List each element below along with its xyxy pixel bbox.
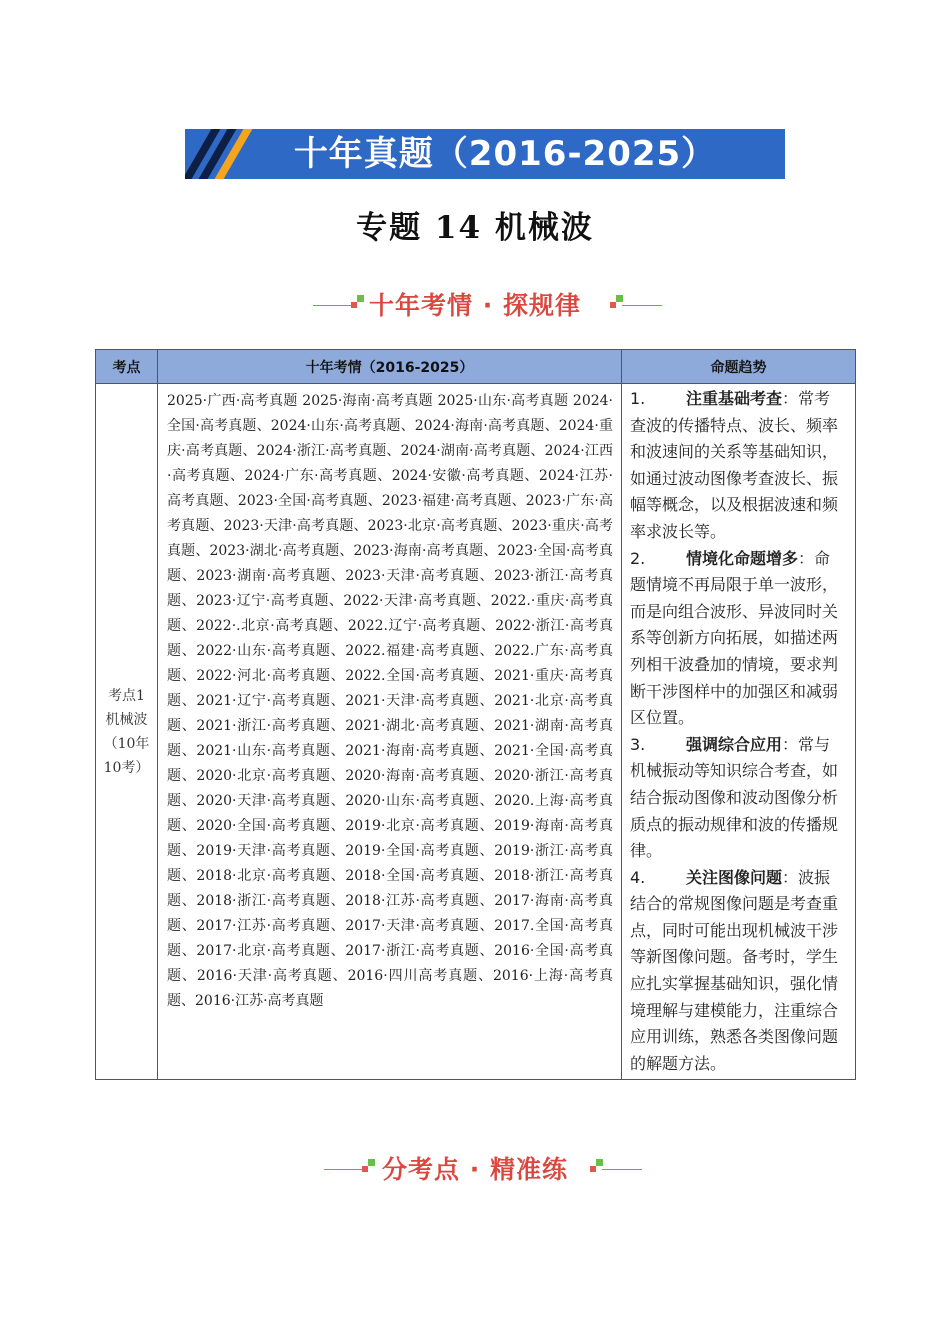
years-cell: 2025·广西·高考真题 2025·海南·高考真题 2025·山东·高考真题 2024·全国·高考真题、2024·山东·高考真题、2024·海南·高考真题、2024·重庆·高考真题、2024·浙江·高考真题、2024·湖南·高考真题、2024·江西·高考真题、2024·广东·高考真题、2024·安徽·高考真题、2024·江苏·高考真题、2023·全国·高考真题、2023·福建·高考真题、2023·广东·高考真题、2023·天津·高考真题、2023·北京·高考真题、2023·重庆·高考真题、2023·湖北·高考真题、2023·海南·高考真题、2023·全国·高考真题、2023·湖南·高考真题、2023·天津·高考真题、2023·浙江·高考真题、2023·辽宁·高考真题、2022·天津·高考真题、2022.·重庆·高考真题、2022·.北京·高考真题、2022.辽宁·高考真题、2022·浙江·高考真题、2022·山东·高考真题、2022.福建·高考真题、2022.广东·高考真题、2022·河北·高考真题、2022.全国·高考真题、2021·重庆·高考真题、2021·辽宁·高考真题、2021·天津·高考真题、2021·北京·高考真题、2021·浙江·高考真题、2021·湖北·高考真题、2021·湖南·高考真题、2021·山东·高考真题、2021·海南·高考真题、2021·全国·高考真题、2020·北京·高考真题、2020·海南·高考真题、2020·浙江·高考真题、2020·天津·高考真题、2020·山东·高考真题、2020.上海·高考真题、2020·全国·高考真题、2019·北京·高考真题、2019·海南·高考真题、2019·天津·高考真题、2019·全国·高考真题、2019·浙江·高考真题、2018·北京·高考真题、2018·全国·高考真题、2018·浙江·高考真题、2018·浙江·高考真题、2018·江苏·高考真题、2017·海南·高考真题、2017·江苏·高考真题、2017·天津·高考真题、2017.全国·高考真题、2017·北京·高考真题、2017·浙江·高考真题、2016·全国·高考真题、2016·天津·高考真题、2016·四川高考真题、2016·上海·高考真题、2016·江苏·高考真题 <box>158 384 622 1080</box>
section-dot <box>610 302 616 308</box>
section-dot <box>616 295 623 302</box>
table-header-row <box>96 350 856 384</box>
exam-table <box>95 349 856 1080</box>
category-cell: 考点1机械波（10年10考） <box>96 384 158 1080</box>
trend-item <box>630 732 845 865</box>
trend-title: 强调综合应用 <box>686 734 783 754</box>
trend-body: ：波振结合的常规图像问题是考查重点，同时可能出现机械波干涉等新图像问题。备考时，学生应扎实掌握基础知识，强化情境理解与建模能力，注重综合应用训练，熟悉各类图像问题的解题方法。 <box>630 867 839 1073</box>
section-line <box>602 1169 642 1170</box>
table-row <box>96 384 856 1080</box>
section-dot <box>596 1159 603 1166</box>
trend-cell <box>622 384 856 1080</box>
trend-item <box>630 386 845 546</box>
trend-body: ：命题情境不再局限于单一波形，而是向组合波形、异波同时关系等创新方向拓展，如描述两列相干波叠加的情境，要求判断干涉图样中的加强区和减弱区位置。 <box>630 548 839 728</box>
trend-body: ：常与机械振动等知识综合考查，如结合振动图像和波动图像分析质点的振动规律和波的传播规律。 <box>630 734 839 861</box>
trend-item <box>630 546 845 732</box>
trend-title: 注重基础考查 <box>686 389 783 408</box>
section-line <box>622 305 662 306</box>
banner-title: 十年真题（2016-2025） <box>293 134 717 174</box>
trend-title: 情境化命题增多 <box>686 548 799 568</box>
section-header-1 <box>0 284 950 324</box>
trend-number: 2. <box>630 548 646 568</box>
section-dot <box>590 1166 596 1172</box>
section-title-1: 十年考情 · 探规律 <box>369 291 581 320</box>
header-trend: 命题趋势 <box>622 350 856 384</box>
header-category: 考点 <box>96 350 158 384</box>
trend-number: 1. <box>630 389 646 408</box>
section-title-2: 分考点 · 精准练 <box>382 1155 568 1184</box>
title-banner <box>185 129 785 179</box>
section-header-2 <box>0 1148 950 1188</box>
trend-title: 关注图像问题 <box>686 867 783 887</box>
topic-title: 专题 14 机械波 <box>356 210 594 246</box>
header-years: 十年考情（2016-2025） <box>158 350 622 384</box>
trend-body: ：常考查波的传播特点、波长、频率和波速间的关系等基础知识，如通过波动图像考查波长、振幅等概念，以及根据波速和频率求波长等。 <box>630 389 839 541</box>
trend-number: 3. <box>630 734 646 754</box>
trend-item <box>630 865 845 1078</box>
trend-number: 4. <box>630 867 646 887</box>
